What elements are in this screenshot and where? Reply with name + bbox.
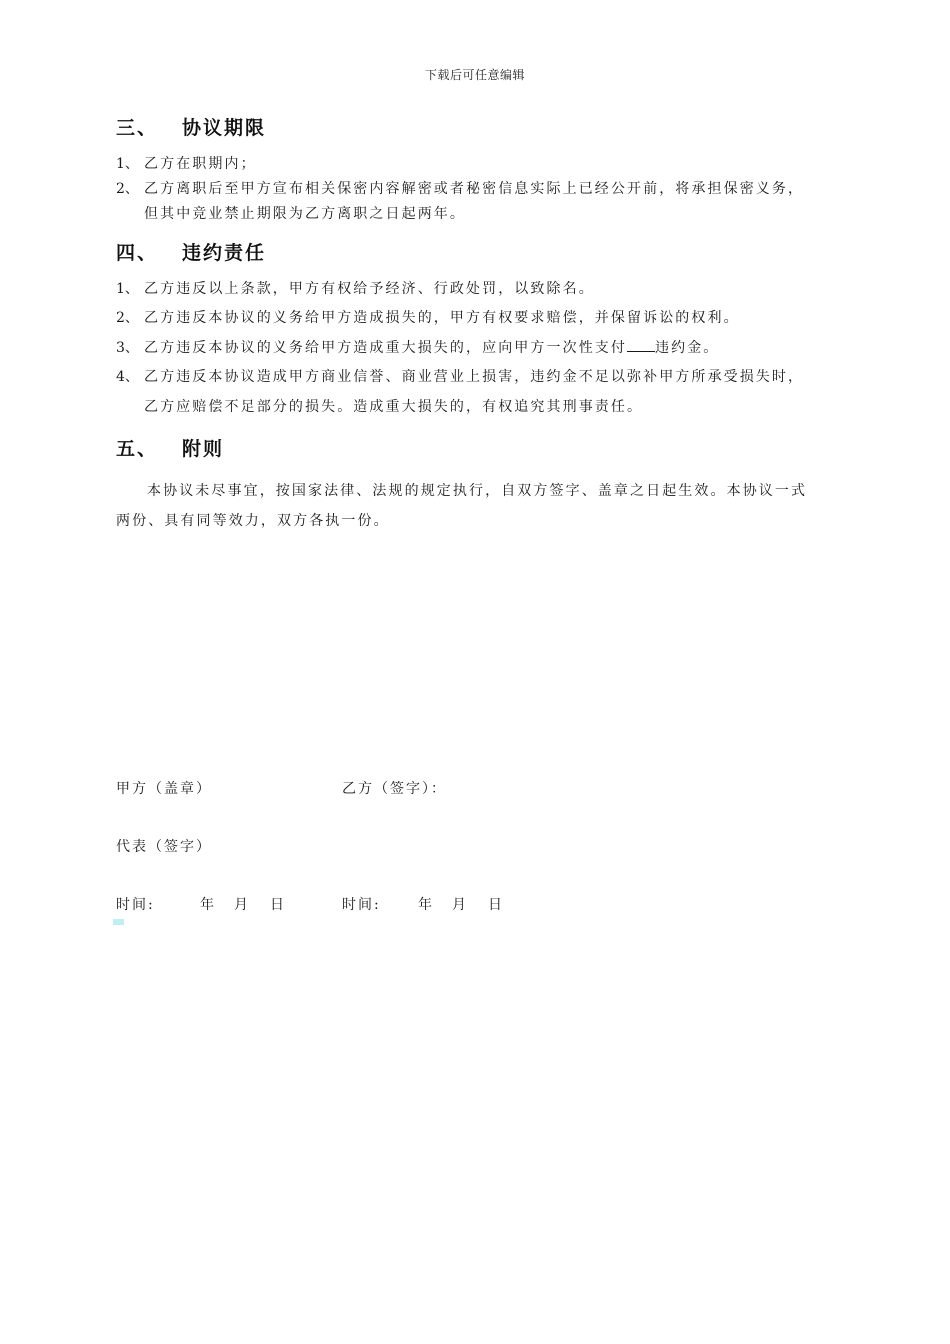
penalty-amount-blank <box>627 337 655 352</box>
month-label: 月 <box>234 897 250 913</box>
list-text-continuation: 但其中竞业禁止期限为乙方离职之日起两年。 <box>144 206 466 222</box>
time-label: 时间: <box>116 897 155 913</box>
list-text: 违约金。 <box>655 340 720 356</box>
party-b-date <box>342 894 504 914</box>
section-number: 五、 <box>116 438 159 460</box>
section-heading-supplementary <box>116 434 224 461</box>
cursor-marker <box>113 919 124 925</box>
list-index: 1、 <box>116 281 139 297</box>
paragraph-line: 两份、具有同等效力，双方各执一份。 <box>116 513 390 529</box>
list-item <box>116 153 257 173</box>
month-label: 月 <box>452 897 468 913</box>
list-text: 乙方违反本协议的义务给甲方造成损失的，甲方有权要求赔偿，并保留诉讼的权利。 <box>144 310 740 326</box>
party-a-date <box>116 894 286 914</box>
list-index: 2、 <box>116 310 139 326</box>
representative-sign-label: 代表（签字） <box>116 839 212 855</box>
list-item <box>116 366 804 386</box>
day-label: 日 <box>488 897 504 913</box>
list-text: 乙方违反本协议造成甲方商业信誉、商业营业上损害，违约金不足以弥补甲方所承受损失时， <box>144 369 805 385</box>
header-note: 下载后可任意编辑 <box>424 68 525 82</box>
list-text-continuation: 乙方应赔偿不足部分的损失。造成重大损失的，有权追究其刑事责任。 <box>144 399 644 415</box>
list-item <box>116 278 595 298</box>
list-index: 4、 <box>116 369 139 385</box>
list-text: 乙方离职后至甲方宣布相关保密内容解密或者秘密信息实际上已经公开前，将承担保密义务， <box>144 181 805 197</box>
list-text: 乙方违反以上条款，甲方有权给予经济、行政处罚，以致除名。 <box>144 281 595 297</box>
list-item <box>116 337 719 357</box>
year-label: 年 <box>418 897 434 913</box>
section-title: 违约责任 <box>182 242 267 264</box>
list-text: 乙方在职期内； <box>144 156 257 172</box>
party-a-seal-label: 甲方（盖章） <box>116 781 212 797</box>
list-index: 3、 <box>116 340 139 356</box>
paragraph-line: 本协议未尽事宜，按国家法律、法规的规定执行，自双方签字、盖章之日起生效。本协议一式 <box>147 483 808 499</box>
list-item <box>116 307 740 327</box>
section-number: 三、 <box>116 117 159 139</box>
time-label: 时间: <box>342 897 381 913</box>
list-item <box>116 178 804 198</box>
list-text: 乙方违反本协议的义务给甲方造成重大损失的，应向甲方一次性支付 <box>144 340 627 356</box>
year-label: 年 <box>200 897 216 913</box>
list-index: 2、 <box>116 181 139 197</box>
section-title: 附则 <box>182 438 225 460</box>
day-label: 日 <box>270 897 286 913</box>
section-number: 四、 <box>116 242 159 264</box>
list-index: 1、 <box>116 156 139 172</box>
section-heading-liability <box>116 238 266 265</box>
section-heading-term <box>116 113 266 140</box>
party-b-sign-label: 乙方（签字）： <box>342 781 447 797</box>
section-title: 协议期限 <box>182 117 267 139</box>
